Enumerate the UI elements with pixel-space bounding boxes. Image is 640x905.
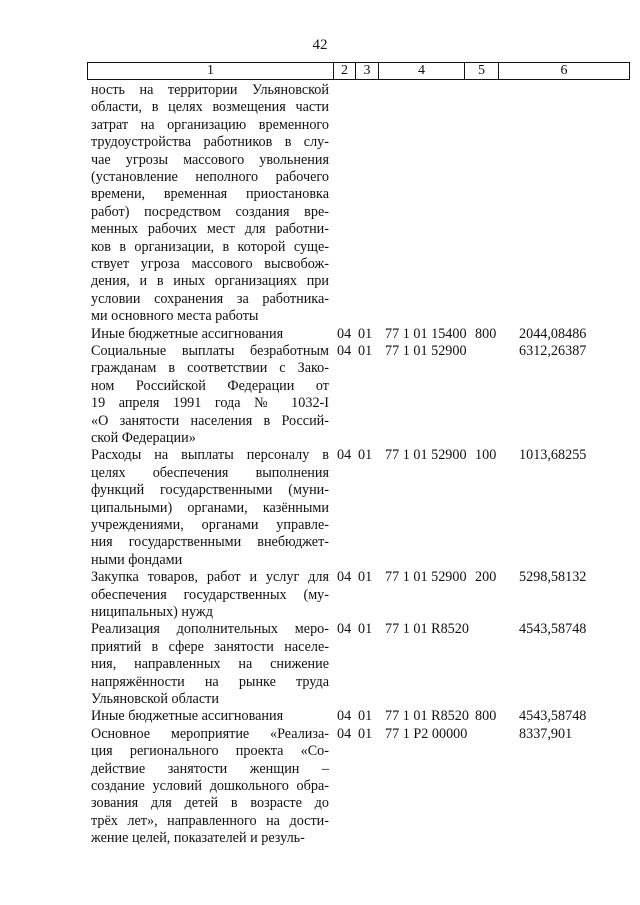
description-line: ния, направленных на снижение: [91, 656, 329, 673]
cell-c6: 8337,901: [519, 725, 573, 742]
table-row: [0, 326, 640, 343]
cell-c6: 1013,68255: [519, 447, 587, 464]
table-row: [0, 726, 640, 848]
table-row: [0, 447, 640, 569]
cell-c5: 800: [475, 325, 497, 342]
cell-c4: 77 1 01 R8520: [385, 708, 469, 725]
cell-c5: 100: [475, 447, 497, 464]
description-line: ном Российской Федерации от: [91, 377, 329, 394]
table-row: [0, 82, 640, 326]
description-line: зования для детей в возрасте до: [91, 795, 329, 812]
description-line: ской Федерации»: [91, 429, 196, 446]
row-description: [91, 82, 329, 325]
table-row: [0, 569, 640, 621]
description-line: дения, и в иных организациях при: [91, 273, 329, 290]
description-line: ствует угроза массового высвобож-: [91, 255, 329, 272]
description-line: чае угрозы массового увольнения: [91, 151, 329, 168]
description-line: трёх лет», направленного на дости-: [91, 812, 329, 829]
cell-c4: 77 1 01 52900: [385, 447, 467, 464]
cell-c4: 77 1 01 R8520: [385, 621, 469, 638]
header-col-1: 1: [88, 63, 334, 79]
cell-c2: 04: [337, 725, 352, 742]
description-line: 19 апреля 1991 года № 1032-I: [91, 395, 329, 412]
description-line: (установление неполного рабочего: [91, 168, 329, 185]
cell-c4: 77 1 01 15400: [385, 325, 467, 342]
description-line: ципальными) органами, казёнными: [91, 499, 329, 516]
cell-c2: 04: [337, 621, 352, 638]
description-line: обеспечения государственных (му-: [91, 586, 329, 603]
description-line: времени, временная приостановка: [91, 186, 329, 203]
header-col-2: 2: [334, 63, 356, 79]
description-line: Расходы на выплаты персоналу в: [91, 447, 329, 464]
description-line: напряжённости на рынке труда: [91, 673, 329, 690]
cell-c4: 77 1 01 52900: [385, 343, 467, 359]
description-line: Основное мероприятие «Реализа-: [91, 725, 329, 742]
page-number: 42: [312, 37, 328, 53]
table-header: [87, 62, 630, 80]
description-line: «О занятости населения в Россий-: [91, 412, 329, 429]
description-line: ность на территории Ульяновской: [91, 82, 329, 98]
description-line: Иные бюджетные ассигнования: [91, 708, 284, 725]
table-row: [0, 621, 640, 708]
cell-c6: 5298,58132: [519, 569, 587, 586]
description-line: ными фондами: [91, 551, 183, 568]
cell-c5: 200: [475, 569, 497, 586]
row-description: [91, 326, 329, 343]
header-col-5: 5: [465, 63, 499, 79]
description-line: Закупка товаров, работ и услуг для: [91, 569, 329, 586]
cell-c2: 04: [337, 325, 352, 342]
description-line: менных рабочих мест для работни-: [91, 221, 329, 238]
row-description: [91, 343, 329, 447]
description-line: ков в организации, в которой суще-: [91, 238, 329, 255]
cell-c4: 77 1 P2 00000: [385, 725, 468, 742]
cell-c3: 01: [358, 447, 373, 464]
description-line: ми основного места работы: [91, 308, 259, 325]
description-line: учреждениями, органами управле-: [91, 516, 329, 533]
description-line: работ) посредством создания вре-: [91, 203, 329, 220]
table-row: [0, 708, 640, 725]
cell-c2: 04: [337, 343, 352, 359]
description-line: Реализация дополнительных меро-: [91, 621, 329, 638]
description-line: создание условий дошкольного обра-: [91, 777, 329, 794]
row-description: [91, 621, 329, 708]
cell-c3: 01: [358, 569, 373, 586]
row-description: [91, 708, 329, 725]
description-line: приятий в сфере занятости населе-: [91, 638, 329, 655]
description-line: ниципальных) нужд: [91, 603, 213, 620]
description-line: Социальные выплаты безработным: [91, 343, 329, 359]
cell-c2: 04: [337, 708, 352, 725]
cell-c2: 04: [337, 447, 352, 464]
description-line: ция регионального проекта «Со-: [91, 743, 329, 760]
cell-c6: 6312,26387: [519, 343, 587, 359]
cell-c3: 01: [358, 325, 373, 342]
description-line: целях обеспечения выполнения: [91, 464, 329, 481]
description-line: области, в целях возмещения части: [91, 99, 329, 116]
description-line: трудоустройства работников в слу-: [91, 134, 329, 151]
cell-c6: 4543,58748: [519, 708, 587, 725]
cell-c5: 800: [475, 708, 497, 725]
row-description: [91, 569, 329, 621]
cell-c6: 4543,58748: [519, 621, 587, 638]
description-line: затрат на организацию временного: [91, 116, 329, 133]
cell-c2: 04: [337, 569, 352, 586]
cell-c3: 01: [358, 343, 373, 359]
row-description: [91, 447, 329, 569]
cell-c3: 01: [358, 708, 373, 725]
description-line: Иные бюджетные ассигнования: [91, 325, 284, 342]
cell-c4: 77 1 01 52900: [385, 569, 467, 586]
description-line: Ульяновской области: [91, 690, 219, 707]
header-col-6: 6: [560, 63, 568, 78]
table-row: [0, 343, 640, 447]
header-col-4: 4: [379, 63, 465, 79]
header-col-3: 3: [356, 63, 379, 79]
cell-c3: 01: [358, 725, 373, 742]
description-line: жение целей, показателей и резуль-: [91, 830, 305, 847]
description-line: условии сохранения за работника-: [91, 290, 329, 307]
description-line: ния государственными внебюджет-: [91, 534, 329, 551]
description-line: гражданам в соответствии с Зако-: [91, 360, 329, 377]
description-line: функций государственными (муни-: [91, 482, 329, 499]
description-line: действие занятости женщин –: [91, 760, 329, 777]
cell-c3: 01: [358, 621, 373, 638]
row-description: [91, 726, 329, 848]
cell-c6: 2044,08486: [519, 325, 587, 342]
